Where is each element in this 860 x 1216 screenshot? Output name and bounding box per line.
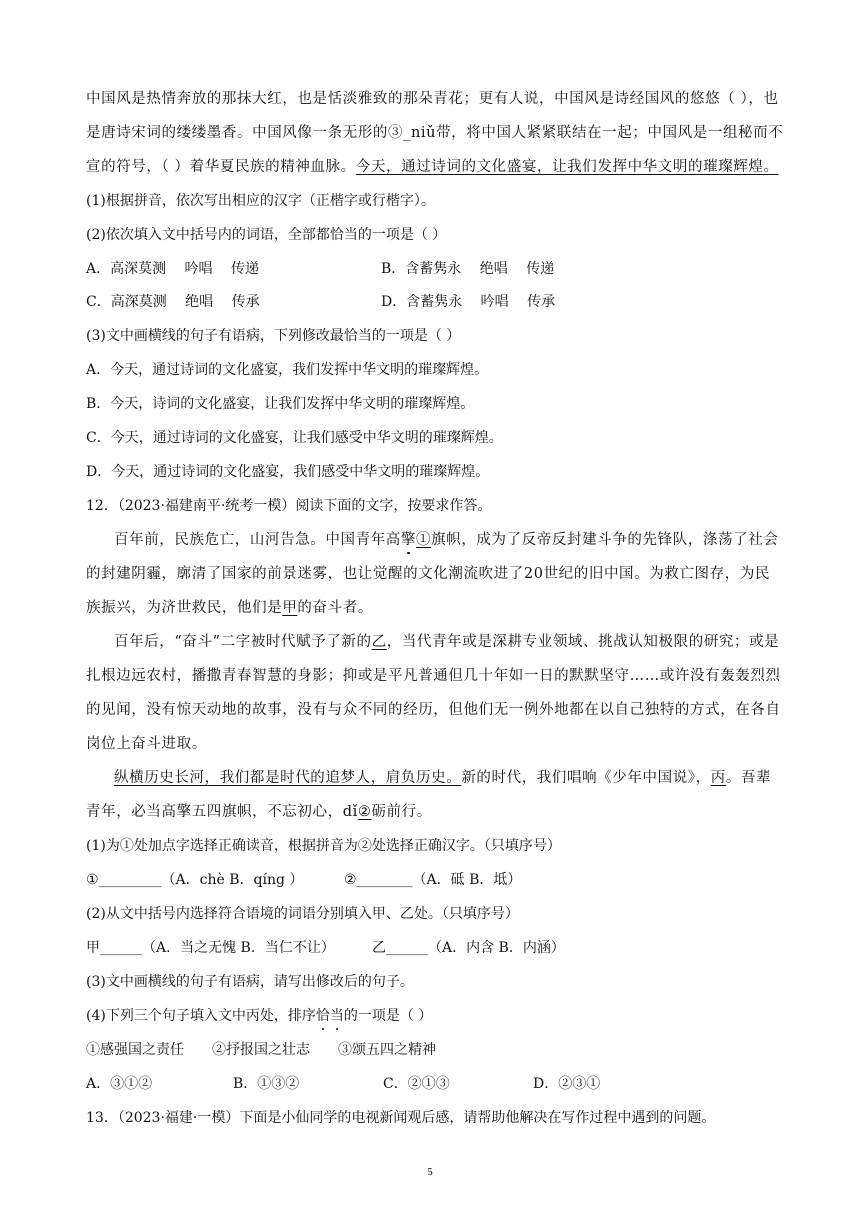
blank-yi: 乙 xyxy=(371,634,387,650)
underlined-sentence: 今天，通过诗词的文化盛宴，让我们发挥中华文明的璀璨辉煌。 xyxy=(355,159,779,175)
blank-marker-2: ② xyxy=(357,804,372,820)
answer-blank-jia[interactable]: 甲______（A．当之无愧 B．当仁不让） xyxy=(86,940,335,956)
passage-text: 青年，必当高擎五四旗帜，不忘初心，dǐ xyxy=(86,804,358,820)
passage-line: 中国风是热情奔放的那抹大红，也是恬淡雅致的那朵青花；更有人说，中国风是诗经国风的悠悠（ ），也 xyxy=(86,91,779,107)
passage-line: 扎根边远农村，播撒青春智慧的身影；抑或是平凡普通但几十年如一日的默默坚守……或许没有轰轰烈烈 xyxy=(86,668,781,684)
passage-line xyxy=(114,768,778,788)
option-c: C．②①③ xyxy=(383,1076,450,1092)
question-11-sub1: (1)根据拼音，依次写出相应的汉字（正楷字或行楷字）。 xyxy=(86,193,435,209)
underlined-sentence: 纵横历史长河，我们都是时代的追梦人，肩负历史。 xyxy=(114,770,462,786)
passage-text: 百年前，民族危亡，山河告急。中国青年高 xyxy=(114,532,401,548)
passage-line: 的封建阴霾，廓清了国家的前景迷雾，也让觉醒的文化潮流吹进了20世纪的旧中国。为救亡图存，为民 xyxy=(86,566,771,582)
option-d: D．今天，通过诗词的文化盛宴，我们感受中华文明的璀璨辉煌。 xyxy=(86,464,490,480)
answer-blank-1[interactable]: ①_________（A．chè B．qíng ） xyxy=(86,872,304,888)
option-d: D．②③① xyxy=(533,1076,601,1092)
page-number: 5 xyxy=(427,1166,433,1178)
question-12-sub1: (1)为①处加点字选择正确读音，根据拼音为②处选择正确汉字。（只填序号） xyxy=(86,838,561,854)
option-b: B．含蓄隽永 绝唱 传递 xyxy=(381,261,555,277)
option-b: B．①③② xyxy=(233,1076,300,1092)
passage-line xyxy=(86,157,778,177)
dotted-character: 擎 xyxy=(400,532,417,548)
passage-line: 岗位上奋斗进取。 xyxy=(86,736,207,752)
question-text: 的一项是（ ） xyxy=(343,1008,433,1024)
question-13-heading: 13．（2023·福建·一模）下面是小仙同学的电视新闻观后感，请帮助他解决在写作过程中遇到的问题。 xyxy=(86,1110,716,1126)
sentence-list: ①感强国之责任 ②抒报国之壮志 ③颂五四之精神 xyxy=(86,1042,436,1058)
passage-text: ，当代青年或是深耕专业领域、挑战认知极限的研究；或是 xyxy=(386,634,780,650)
blank-bing: 丙 xyxy=(710,770,726,786)
passage-text: 族振兴，为济世救民，他们是 xyxy=(86,600,283,616)
passage-text: 砺前行。 xyxy=(371,804,432,820)
passage-text: 。吾辈 xyxy=(725,770,772,786)
option-d: D．含蓄隽永 吟唱 传承 xyxy=(381,294,556,310)
option-a: A．③①② xyxy=(86,1076,153,1092)
question-12-sub4 xyxy=(86,1006,778,1026)
question-11-sub2: (2)依次填入文中括号内的词语，全部都恰当的一项是（ ） xyxy=(86,227,447,243)
passage-line xyxy=(86,598,778,618)
option-c: C．高深莫测 绝唱 传承 xyxy=(86,294,260,310)
passage-line: 的见闻，没有惊天动地的故事，没有与众不同的经历，但他们无一例外地都在以自己独特的方式，在各自 xyxy=(86,702,781,718)
answer-blank-yi[interactable]: 乙______（A．内含 B．内涵） xyxy=(372,940,565,956)
blank-jia: 甲 xyxy=(282,600,298,616)
passage-text: 的奋斗者。 xyxy=(297,600,373,616)
option-a: A．今天，通过诗词的文化盛宴，我们发挥中华文明的璀璨辉煌。 xyxy=(86,362,489,378)
passage-text: 新的时代，我们唱响《少年中国说》， xyxy=(461,770,711,786)
passage-line xyxy=(114,632,778,652)
passage-line xyxy=(86,802,778,822)
blank-marker-1: ① xyxy=(416,532,432,548)
question-12-sub3: (3)文中画横线的句子有语病，请写出修改后的句子。 xyxy=(86,974,414,990)
question-text: (4)下列三个句子填入文中丙处，排序 xyxy=(86,1008,316,1024)
option-b: B．今天，诗词的文化盛宴，让我们发挥中华文明的璀璨辉煌。 xyxy=(86,396,475,412)
option-c: C．今天，通过诗词的文化盛宴，让我们感受中华文明的璀璨辉煌。 xyxy=(86,430,503,446)
passage-text: 宣的符号，（ ）着华夏民族的精神血脉。 xyxy=(86,159,356,175)
dotted-character: 当 xyxy=(329,1008,344,1024)
question-12-heading: 12．（2023·福建南平·统考一模）阅读下面的文字，按要求作答。 xyxy=(86,498,492,514)
option-a: A．高深莫测 吟唱 传递 xyxy=(86,261,260,277)
question-11-sub3: (3)文中画横线的句子有语病，下列修改最恰当的一项是（ ） xyxy=(86,328,461,344)
question-12-sub2: (2)从文中括号内选择符合语境的词语分别填入甲、乙处。（只填序号） xyxy=(86,906,519,922)
passage-line: 是唐诗宋词的缕缕墨香。中国风像一条无形的③_niǔ带，将中国人紧紧联结在一起；中国风是一组秘而不 xyxy=(86,125,784,141)
answer-blank-2[interactable]: ②________（A．砥 B．坻） xyxy=(344,872,522,888)
passage-text: 百年后，“奋斗”二字被时代赋予了新的 xyxy=(114,634,372,650)
dotted-character: 恰 xyxy=(315,1008,330,1024)
passage-line xyxy=(114,530,778,550)
passage-text: 旗帜，成为了反帝反封建斗争的先锋队，涤荡了社会 xyxy=(431,532,779,548)
